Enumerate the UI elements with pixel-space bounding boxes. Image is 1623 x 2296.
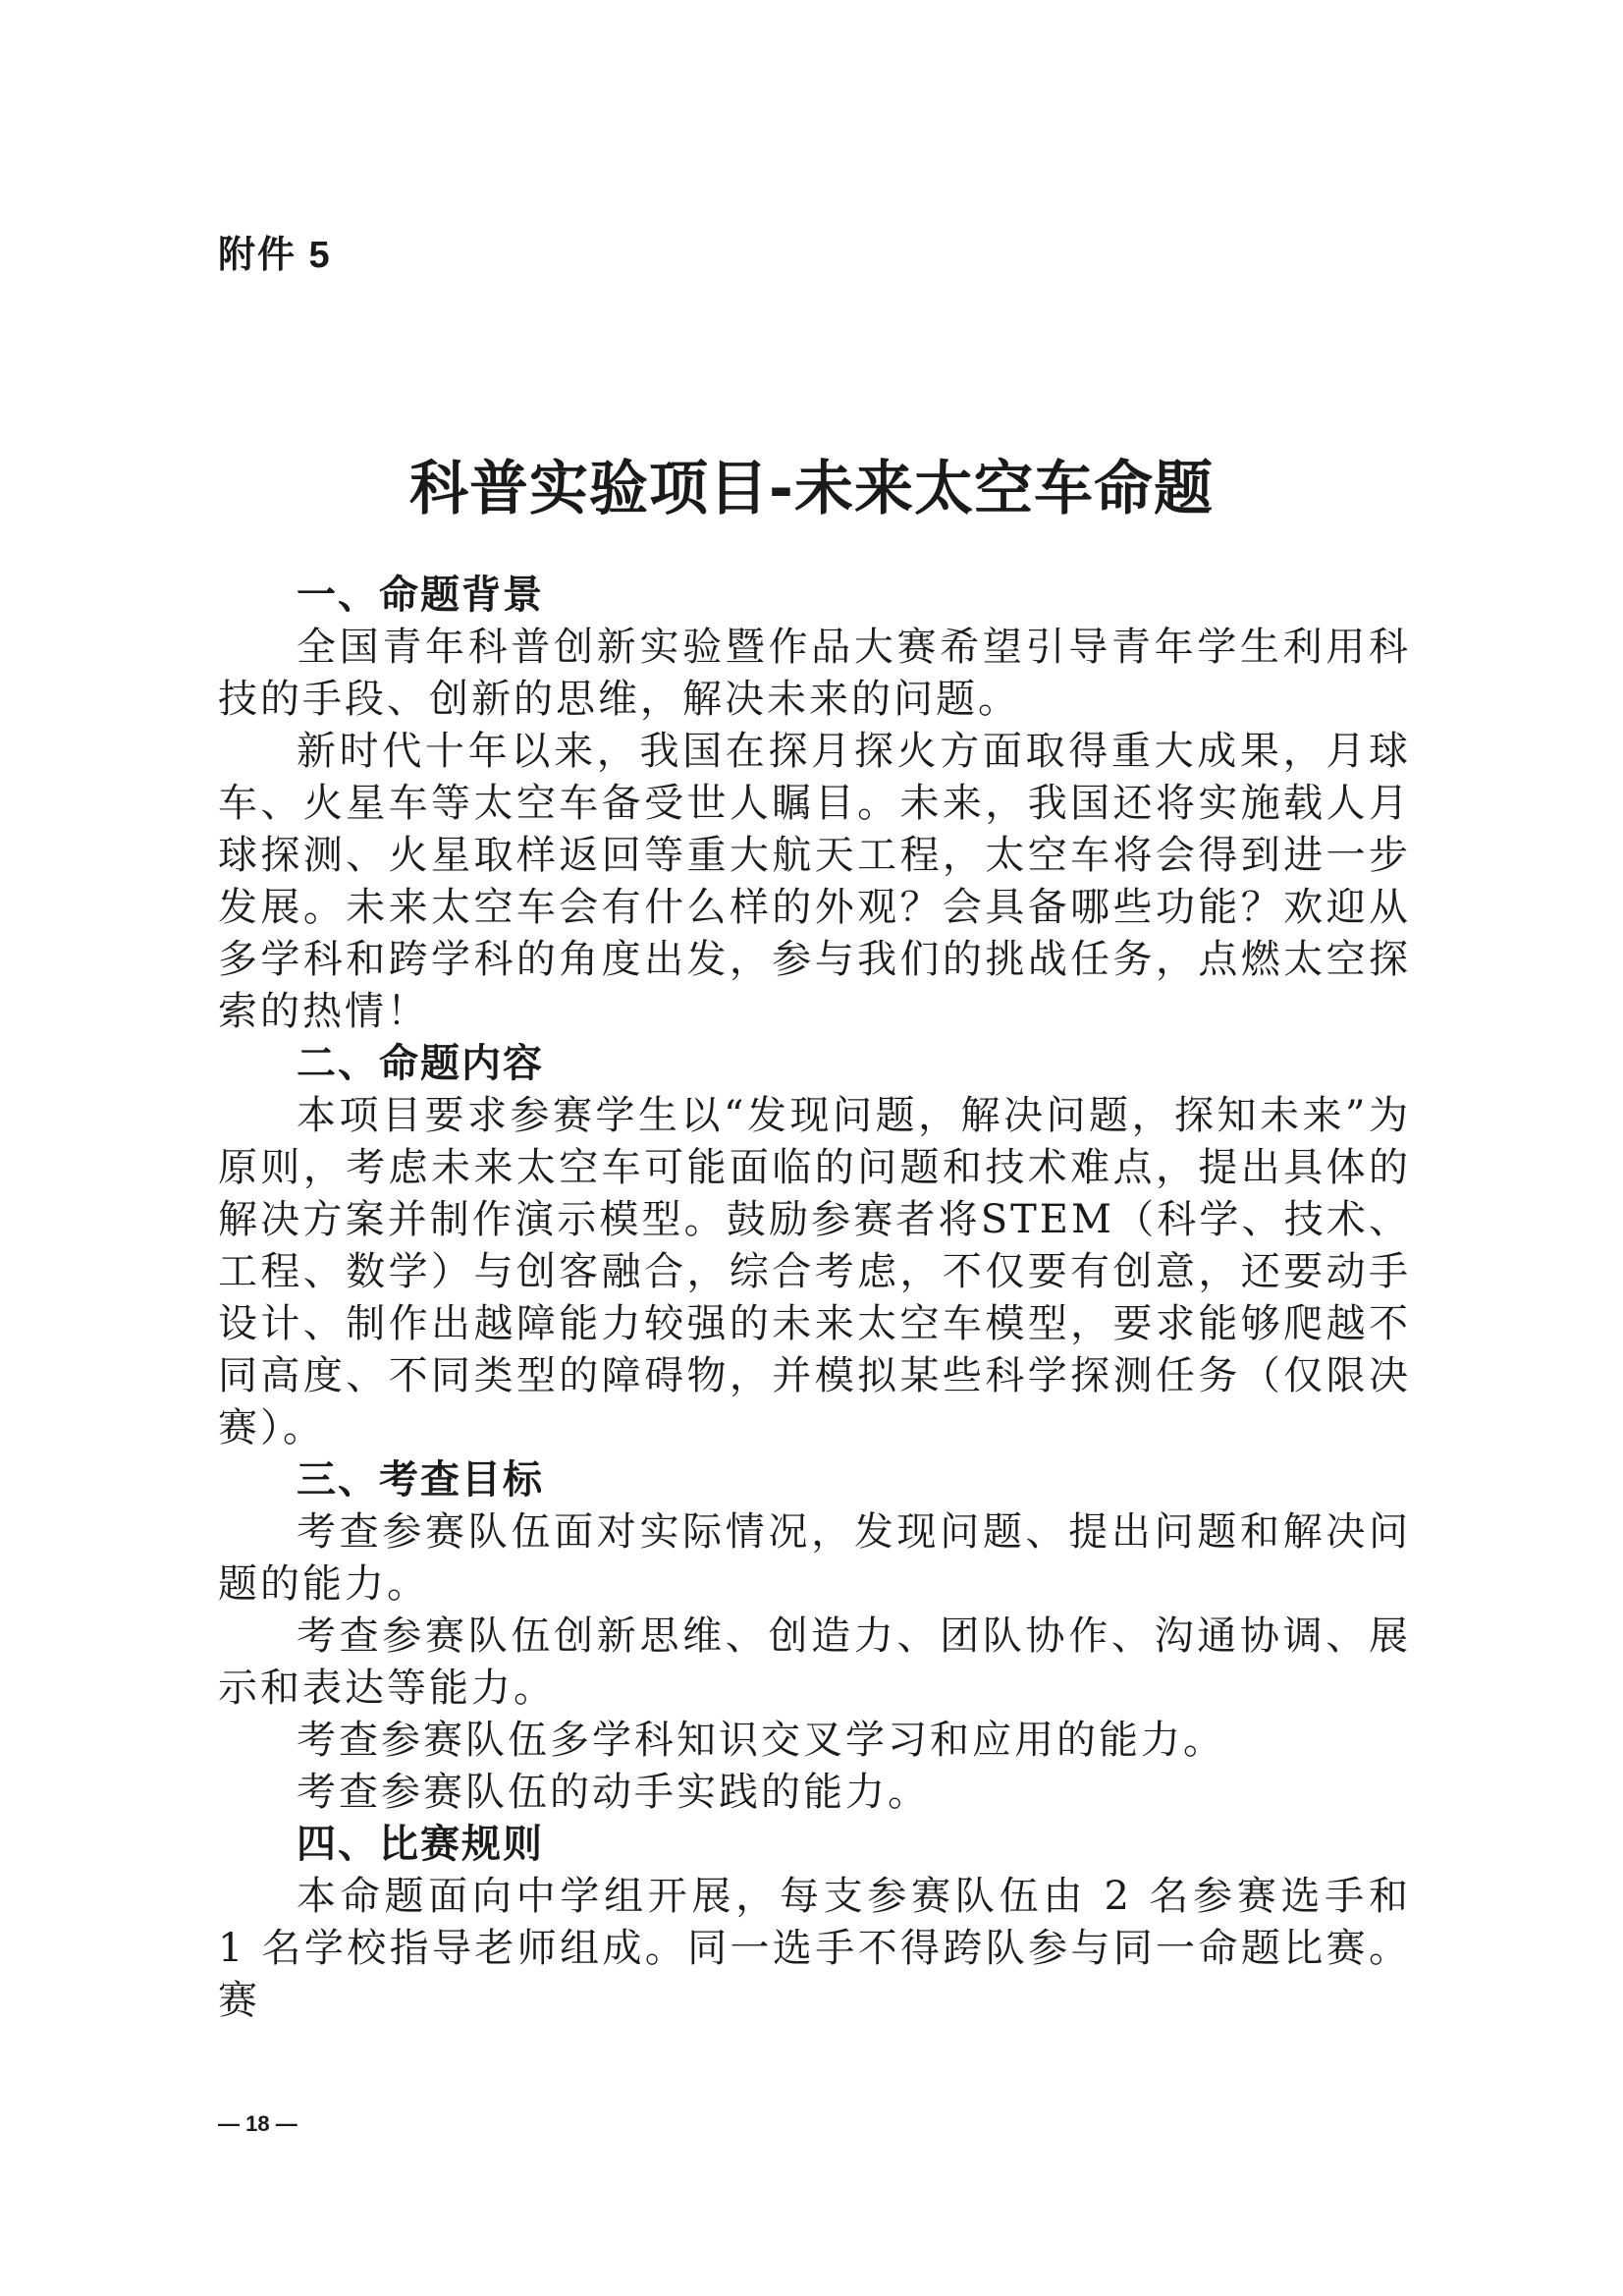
section-heading: 四、比赛规则 bbox=[297, 1822, 544, 1867]
section-background bbox=[218, 570, 1411, 1038]
paragraph: 考查参赛队伍多学科知识交叉学习和应用的能力。 bbox=[297, 1718, 1225, 1763]
document-body bbox=[218, 570, 1411, 2027]
section-heading: 二、命题内容 bbox=[297, 1041, 544, 1086]
paragraph: 考查参赛队伍面对实际情况，发现问题、提出问题和解决问题的能力。 bbox=[218, 1509, 1411, 1607]
section-heading: 一、命题背景 bbox=[297, 573, 544, 618]
paragraph: 考查参赛队伍创新思维、创造力、团队协作、沟通协调、展示和表达等能力。 bbox=[218, 1613, 1411, 1711]
paragraph: 考查参赛队伍的动手实践的能力。 bbox=[297, 1770, 930, 1815]
section-objectives bbox=[218, 1454, 1411, 1819]
document-title: 科普实验项目-未来太空车命题 bbox=[409, 455, 1214, 524]
paragraph: 本命题面向中学组开展，每支参赛队伍由 2 名参赛选手和 1 名学校指导老师组成。同一选手不得跨队参与同一命题比赛。赛 bbox=[218, 1874, 1411, 2023]
paragraph: 新时代十年以来，我国在探月探火方面取得重大成果，月球车、火星车等太空车备受世人瞩目。未来，我国还将实施载人月球探测、火星取样返回等重大航天工程，太空车将会得到进一步发展。未来太空车会有什么样的外观？会具备哪些功能？欢迎从多学科和跨学科的角度出发，参与我们的挑战任务，点燃太空探索的热情！ bbox=[218, 729, 1411, 1034]
paragraph: 本项目要求参赛学生以“发现问题，解决问题，探知未来”为原则，考虑未来太空车可能面临的问题和技术难点，提出具体的解决方案并制作演示模型。鼓励参赛者将STEM（科学、技术、工程、数学）与创客融合，综合考虑，不仅要有创意，还要动手设计、制作出越障能力较强的未来太空车模型，要求能够爬越不同高度、不同类型的障碍物，并模拟某些科学探测任务（仅限决赛）。 bbox=[218, 1093, 1411, 1450]
paragraph: 全国青年科普创新实验暨作品大赛希望引导青年学生利用科技的手段、创新的思维，解决未来的问题。 bbox=[218, 625, 1411, 722]
section-rules bbox=[218, 1819, 1411, 2027]
section-content bbox=[218, 1038, 1411, 1454]
attachment-label: 附件 5 bbox=[218, 235, 332, 276]
page-number: — 18 — bbox=[218, 2111, 298, 2136]
section-heading: 三、考查目标 bbox=[297, 1457, 544, 1503]
